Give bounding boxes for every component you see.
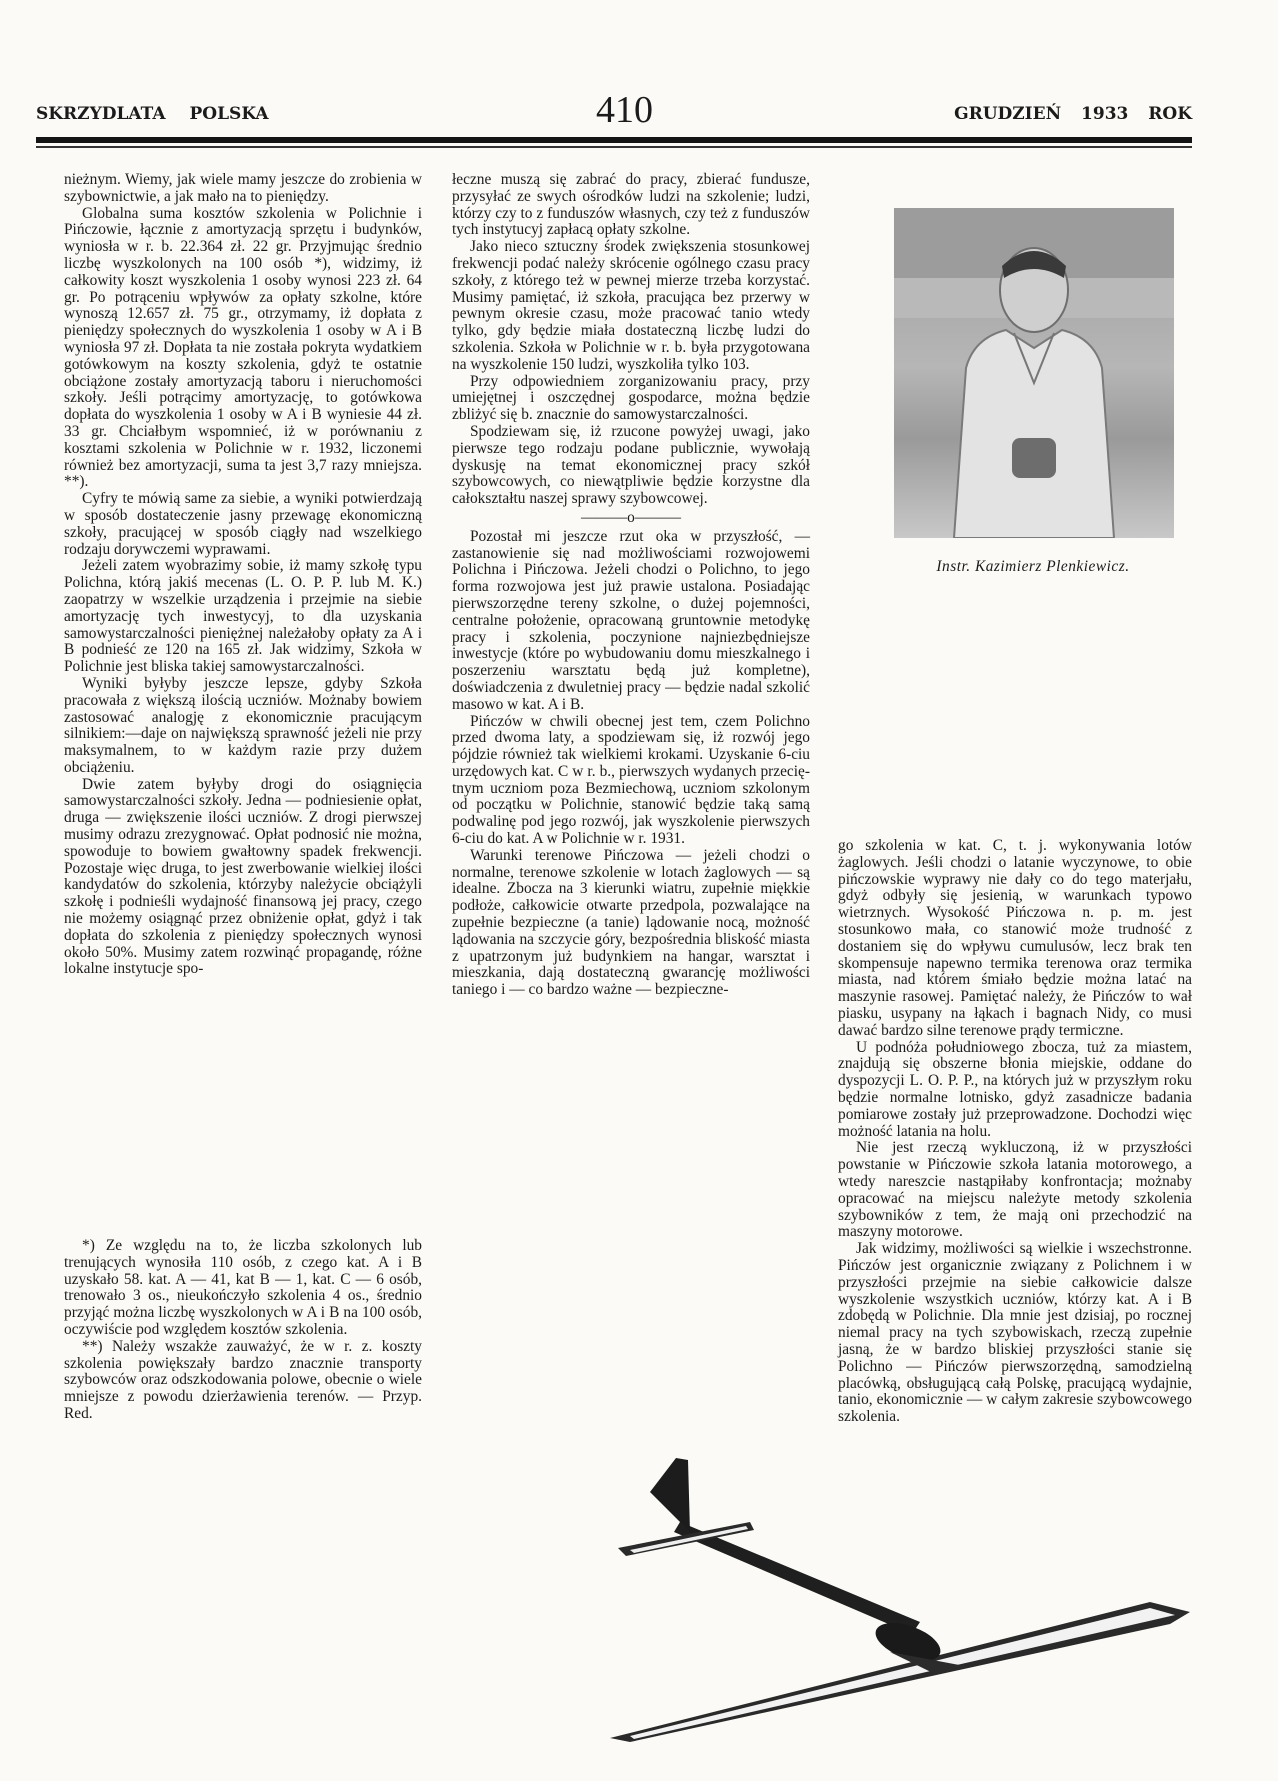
paragraph: Globalna suma kosztów szkolenia w Polichnie i Pińczowie, łącznie z amortyzacją sprzętu i budynków, wyniosła w r. b. 22.364 zł. 22 gr. Przyjmując średnio liczbę wyszkolonych na 100 osób *), widzimy, iż całkowity koszt wyszkolenia 1 osoby wynosi 223 zł. 64 gr. Po potrąceniu wpływów za opłaty szkolne, które wynoszą 12.657 zł. 75 gr., otrzymamy, iż dopłata z pieniędzy społecznych do wyszkolenia 1 osoby w A i B wyniosła 97 zł. Dopłata ta nie została pokryta wydatkiem gotówkowym na koszty szkolenia, gdyż te ostatnie obciążone zostały amortyzacją taboru i nieruchomości szkoły. Jeśli potrącimy amortyzację, to gotówkowa dopłata do wyszkolenia 1 osoby w A i B wyniesie 44 zł. 33 gr. Chciałbym wspomnieć, iż w porównaniu z kosztami szkolenia w Polichnie w r. 1932, liczonemi również bez amortyzacji, suma ta jest 3,7 razy mniejsza. **). — [64, 204, 422, 491]
column-1 — [64, 172, 422, 978]
column-2 — [452, 172, 810, 999]
footnote: *) Ze względu na to, że liczba szkolonych lub trenujących wynosiła 110 osób, z czego kat. A i B uzyskało 58. kat. A — 41, kat B — 1, kat. C — 6 osób, trenowało 3 os., nieukończyło szkolenia 4 os., średnio przyjąć można liczbę wyszkolonych w A i B na 100 osób, oczywiście pod względem kosztów szkolenia. — [64, 1237, 422, 1338]
portrait-figure — [894, 208, 1174, 538]
portrait-photo — [894, 208, 1174, 538]
paragraph: Dwie zatem byłyby drogi do osiągnięcia samowystarczalności szkoły. Jedna — podniesienie opłat, druga — zwiększenie ilości uczniów. Z drogi pierwszej musimy odrazu zrezygnować. Opłat podnosić nie można, spowoduje to bowiem gwałtowny spadek frekwencji. Pozostaje więc druga, to jest zwerbowanie wielkiej ilości kandydatów do szkolenia, którzyby należycie obciążyli szkołę i podnieśli wydajność finansową jej pracy, czego nie możemy osiągnąć przez obniżenie opłat, gdyż i tak dopłata do szkolenia z pieniędzy społecznych wynosi około 50%. Musimy zatem rozwinąć propagandę, różne lokalne instytucje spo- — [64, 775, 422, 978]
paragraph: Pińczów w chwili obecnej jest tem, czem Polichno przed dwoma laty, a spodziewam się, iż rozwój jego pójdzie również tak wielkiemi krokami. Uzyskanie 6-ciu urzędowych kat. C w r. b., pierwszych wydanych przecię-tnym uczniom poza Bezmiechową, uczniom szkolonym od początku w Polichnie, stanowić będzie taką samą podwalinę pod jego rozwój, jak wyszkolenie pierwszych 6-ciu do kat. A w Polichnie w r. 1931. — [452, 712, 810, 848]
header-rule — [36, 137, 1192, 143]
paragraph: go szkolenia w kat. C, t. j. wykonywania lotów żaglowych. Jeśli chodzi o latanie wyczynowe, to obie pińczowskie wyprawy nie dały co do tego materjału, gdyż odbyły się jesienią, w warunkach typowo wietrznych. Wysokość Pińczowa n. p. m. jest stosunkowo mała, co stanowić może trudność z dostaniem się do wpływu cumulusów, lecz brak ten skompensuje napewno termika terenowa oraz termika miasta, nad którem śmiało będzie można latać na maszynie rasowej. Pamiętać należy, że Pińczów to wał piasku, usypany na łąkach i bagnach Nidy, co musi dawać bardzo silne terenowe prądy termiczne. — [838, 837, 1192, 1039]
magazine-title: SKRZYDLATA POLSKA — [36, 104, 269, 124]
glider-icon — [590, 1452, 1206, 1752]
paragraph: łeczne muszą się zabrać do pracy, zbierać fundusze, przysyłać ze swych ośrodków ludzi na szkolenie; ludzi, którzy czy to z funduszów własnych, czy też z funduszów tych instytucyj zapłacą opłaty szkolne. — [452, 171, 810, 239]
column-3 — [838, 838, 1192, 1426]
header-rule-thin — [36, 146, 1192, 148]
page-number: 410 — [596, 89, 653, 131]
paragraph: Spodziewam się, iż rzucone powyżej uwagi, jako pierwsze tego rodzaju podane publicznie, wywołają dyskusję na temat ekonomicznej pracy szkół szybowcowych, co niewątpliwie będzie korzystne dla całokształtu naszej sprawy szybowcowej. — [452, 422, 810, 508]
paragraph: Nie jest rzeczą wykluczoną, iż w przyszłości powstanie w Pińczowie szkoła latania motorowego, a wtedy nareszcie nastąpiłaby konfrontacja; możnaby opracować na miejscu należyte metody szkolenia szybowników z tem, że mają oni przechodzić na maszyny motorowe. — [838, 1139, 1192, 1241]
paragraph: nieżnym. Wiemy, jak wiele mamy jeszcze do zrobienia w szybownictwie, a jak mało na to pieniędzy. — [64, 171, 422, 205]
glider-drawing — [590, 1452, 1206, 1752]
paragraph: Jeżeli zatem wyobrazimy sobie, iż mamy szkołę typu Polichna, którą jakiś mecenas (L. O. P. P. lub M. K.) zaopatrzy w wszelkie urządzenia i przejmie na siebie amortyzację tych inwestycyj, to dla uzyskania samowystarczalności pieniężnej należałoby opłaty za A i B podnieść ze 120 na 165 zł. Jak widzimy, Szkoła w Polichnie jest bliska takiej samowystarczalności. — [64, 557, 422, 676]
paragraph: Pozostał mi jeszcze rzut oka w przyszłość, — zastanowienie się nad możliwościami rozwojowemi Polichna i Pińczowa. Jeżeli chodzi o Polichno, to jego forma rozwojowa jest już prawie ustalona. Posiadając pierwszorzędne tereny szkolne, o dużej pojemności, centralne położenie, opracowaną gruntownie metodykę pracy i szkolenia, poczynione najniezbędniejsze inwestycje (które po wybudowaniu domu mieszkalnego i poszerzeniu warsztatu będą już kompletne), doświadczenia z dwuletniej pracy — będzie nadal szkolić masowo w kat. A i B. — [452, 527, 810, 713]
section-separator: ———o——— — [580, 508, 682, 526]
issue-date: GRUDZIEŃ 1933 ROK — [954, 104, 1192, 124]
paragraph: Przy odpowiedniem zorganizowaniu pracy, przy umiejętnej i oszczędnej gospodarce, można będzie zbliżyć się b. znacznie do samowystarczalności. — [452, 372, 810, 424]
footnotes — [64, 1238, 422, 1423]
paragraph: Warunki terenowe Pińczowa — jeżeli chodzi o normalne, terenowe szkolenie w lotach żaglowych — są idealne. Zbocza na 3 kierunki wiatru, zupełnie miękkie podłoże, całkowicie otwarte przedpola, pozwalające na zupełnie bezpieczne (a tanie) lądowanie nocą, możność lądowania na szczycie góry, bezpośrednia bliskość miasta z upatrzonym już budynkiem na hangar, warsztat i mieszkania, dają dostateczną gwarancję możliwości taniego i — co bardzo ważne — bezpieczne- — [452, 846, 810, 999]
paragraph: U podnóża południowego zbocza, tuż za miastem, znajdują się obszerne błonia miejskie, oddane do dyspozycji L. O. P. P., na których już w przyszłym roku będzie normalne lotnisko, gdyż zasadnicze badania pomiarowe zostały już przeprowadzone. Dochodzi więc możność latania na holu. — [838, 1038, 1192, 1140]
paragraph: Wyniki byłyby jeszcze lepsze, gdyby Szkoła pracowała z większą ilością uczniów. Możnaby bowiem zastosować analogję z ekonomicznie pracującym silnikiem:—daje on największą sprawność jeżeli nie przy maksymalnem, to w każdym razie przy dużem obciążeniu. — [64, 674, 422, 776]
photo-caption: Instr. Kazimierz Plenkiewicz. — [936, 558, 1130, 575]
paragraph: Cyfry te mówią same za siebie, a wyniki potwierdzają w sposób dostateczenie jasny przewagę ekonomiczną szkoły, pracującej w sposób ciągły nad wszelkiego rodzaju dorywczemi wyprawami. — [64, 490, 422, 558]
paragraph: Jako nieco sztuczny środek zwiększenia stosunkowej frekwencji podać należy skrócenie ogólnego czasu pracy szkoły, z którego też w pewnej mierze trzeba korzystać. Musimy pamiętać, iż szkoła, pracująca bez przerwy w pewnym okresie czasu, może pracować tanio wtedy tylko, gdy będzie miała dostateczną liczbę ludzi do szkolenia. Szkoła w Polichnie w r. b. była przygotowana na wyszkolenie 150 ludzi, wyszkoliła tylko 103. — [452, 238, 810, 373]
paragraph: Jak widzimy, możliwości są wielkie i wszechstronne. Pińczów jest organicznie związany z Polichnem i w przyszłości przejmie na siebie całkowicie dalsze wyszkolenie wszystkich uczniów, którzy kat. A i B zdobędą w Polichnie. Dla mnie jest dzisiaj, po rocznej niemal pracy na tych szybowiskach, rzeczą zupełnie jasną, że w bardzo bliskiej przyszłości stanie się Polichno — Pińczów pierwszorzędną, samodzielną placówką, obsługującą całą Polskę, pracującą wydajnie, tanio, ekonomicznie — w całym zakresie szybowcowego szkolenia. — [838, 1240, 1192, 1426]
footnote: **) Należy wszakże zauważyć, że w r. z. koszty szkolenia powiększały bardzo znacznie transporty szybowców oraz odszkodowania polowe, obecnie o wiele mniejsze z powodu dzierżawienia terenów. — Przyp. Red. — [64, 1337, 422, 1422]
running-header — [36, 89, 1192, 136]
